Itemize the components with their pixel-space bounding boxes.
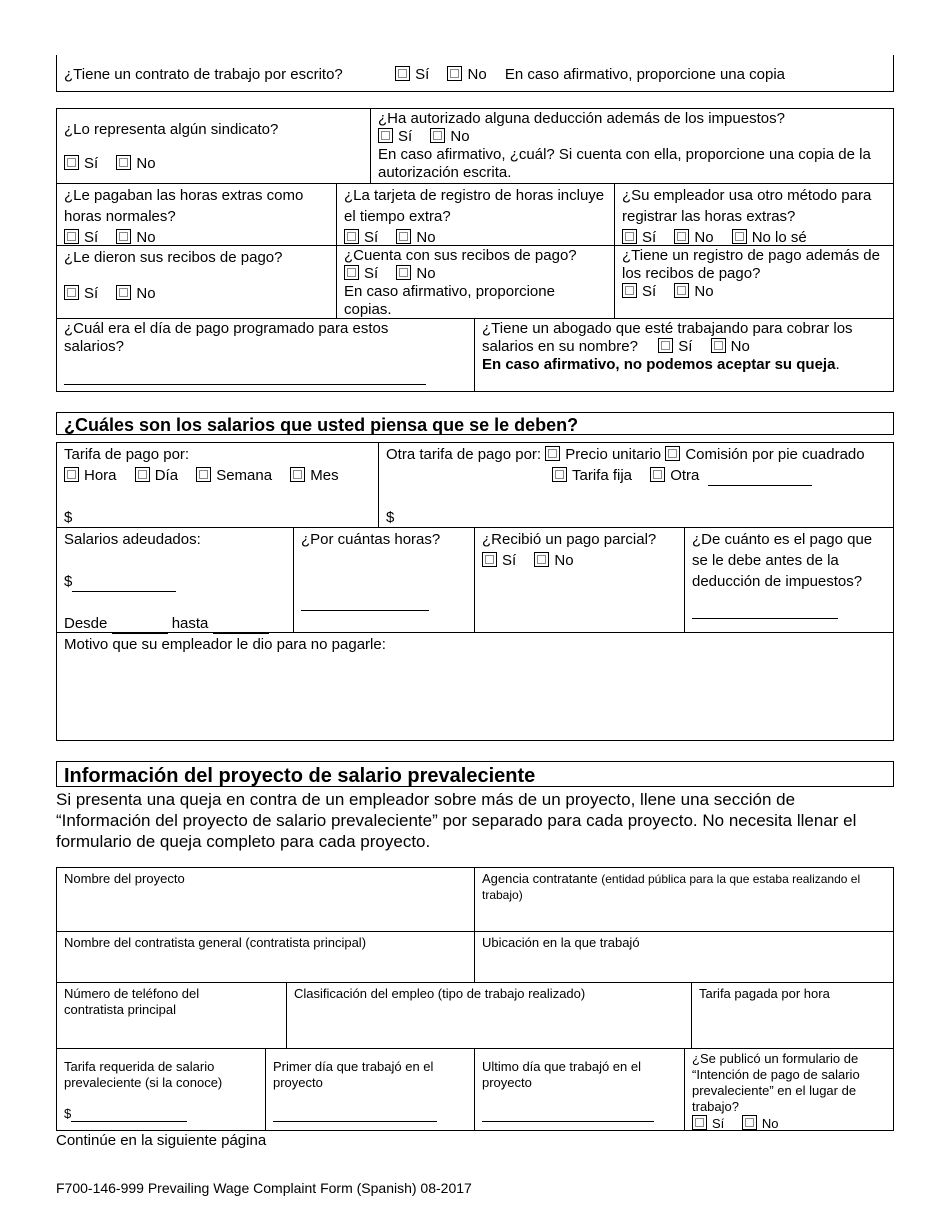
last-day-field[interactable]	[482, 1106, 654, 1122]
union-no-option[interactable]: No	[116, 155, 155, 172]
continue-note: Continúe en la siguiente página	[56, 1132, 267, 1149]
timecard-no-option[interactable]: No	[396, 229, 435, 246]
checkbox[interactable]	[116, 285, 131, 300]
owed-before-tax-field[interactable]	[692, 600, 838, 619]
project-section-title: Información del proyecto de salario prevaleciente	[64, 765, 536, 787]
reason-label: Motivo que su empleador le dio para no pagarle:	[64, 636, 386, 653]
other-method-no-option[interactable]: No	[674, 229, 713, 246]
to-label: hasta	[171, 615, 209, 632]
checkbox[interactable]	[396, 265, 411, 280]
checkbox[interactable]	[692, 1115, 707, 1130]
union-yes-option[interactable]: Sí	[64, 155, 98, 172]
lawyer-note: En caso afirmativo, no podemos aceptar su queja	[482, 356, 836, 373]
intent-form-no-option[interactable]: No	[742, 1116, 779, 1131]
divider	[56, 982, 894, 983]
paystubs-have-no-option[interactable]: No	[396, 265, 435, 282]
lawyer-yes-option[interactable]: Sí	[658, 338, 692, 355]
owed-before-tax-cell	[684, 527, 894, 621]
union-question: ¿Lo representa algún sindicato?	[64, 121, 279, 138]
paystubs-given-cell	[56, 245, 336, 306]
dollar-sign: $	[386, 509, 395, 526]
checkbox[interactable]	[482, 552, 497, 567]
overtime-normal-cell	[56, 183, 336, 250]
hourly-rate-cell[interactable]	[691, 984, 894, 1004]
intent-form-yes-option[interactable]: Sí	[692, 1116, 724, 1131]
checkbox[interactable]	[378, 128, 393, 143]
last-day-cell	[474, 1057, 684, 1124]
checkbox[interactable]	[344, 229, 359, 244]
required-rate-field[interactable]	[71, 1106, 187, 1122]
agency-note: (entidad pública para la que estaba realizando el trabajo)	[482, 872, 861, 902]
other-rate-label: Otra tarifa de pago por:	[386, 446, 542, 463]
checkbox[interactable]	[534, 552, 549, 567]
payday-field[interactable]	[64, 366, 426, 385]
wages-owed-label: Salarios adeudados:	[64, 531, 201, 548]
pay-rate-week-option[interactable]: Semana	[196, 467, 272, 484]
hours-field[interactable]	[301, 592, 429, 611]
other-rate-other-option[interactable]: Otra	[650, 467, 699, 484]
checkbox[interactable]	[64, 467, 79, 482]
agency-cell[interactable]	[474, 869, 894, 905]
project-name-cell[interactable]	[56, 869, 474, 889]
timecard-question: ¿La tarjeta de registro de horas incluye el tiempo extra?	[344, 187, 605, 225]
paystubs-have-note: En caso afirmativo, proporcione copias.	[344, 283, 555, 318]
contract-bottom-border	[56, 91, 894, 92]
other-method-cell	[614, 183, 894, 250]
checkbox[interactable]	[732, 229, 747, 244]
checkbox[interactable]	[430, 128, 445, 143]
other-method-yes-option[interactable]: Sí	[622, 229, 656, 246]
checkbox[interactable]	[711, 338, 726, 353]
project-intro: Si presenta una queja en contra de un empleador sobre más de un proyecto, llene una sección de “Información del proyecto de salario prevaleciente” por separado para cada proyecto. No necesita llenar el formulario de queja completo para cada proyecto.	[56, 790, 857, 851]
classification-cell[interactable]	[286, 984, 691, 1004]
other-rate-unit-option[interactable]: Precio unitario	[545, 446, 661, 463]
hourly-rate-label: Tarifa pagada por hora	[699, 986, 830, 1001]
dollar-sign: $	[64, 573, 73, 590]
union-cell	[56, 117, 370, 176]
deductions-note: En caso afirmativo, ¿cuál? Si cuenta con ella, proporcione una copia de la autorización escrita.	[378, 146, 871, 181]
hours-cell	[293, 527, 474, 613]
reason-cell[interactable]	[56, 632, 894, 657]
other-rate-flat-option[interactable]: Tarifa fija	[552, 467, 632, 484]
other-rate-other-field[interactable]	[708, 469, 812, 486]
payday-cell	[56, 318, 474, 358]
last-day-label: Ultimo día que trabajó en el proyecto	[482, 1059, 641, 1090]
lawyer-question: ¿Tiene un abogado que esté trabajando para cobrar los salarios en su nombre?	[482, 320, 853, 355]
pay-rate-label: Tarifa de pago por:	[64, 446, 190, 463]
checkbox[interactable]	[64, 155, 79, 170]
paystubs-given-question: ¿Le dieron sus recibos de pago?	[64, 249, 283, 266]
required-rate-cell	[56, 1057, 265, 1124]
lawyer-cell	[474, 318, 894, 376]
contract-no-option[interactable]: No	[447, 66, 486, 83]
paystubs-given-yes-option[interactable]: Sí	[64, 285, 98, 302]
pay-record-yes-option[interactable]: Sí	[622, 283, 656, 300]
paystubs-have-question: ¿Cuenta con sus recibos de pago?	[344, 247, 577, 264]
checkbox[interactable]	[196, 467, 211, 482]
project-name-label: Nombre del proyecto	[64, 871, 185, 886]
contract-row	[56, 62, 894, 87]
overtime-normal-no-option[interactable]: No	[116, 229, 155, 246]
first-day-cell	[265, 1057, 474, 1124]
checkbox[interactable]	[622, 283, 637, 298]
pay-record-cell	[614, 245, 894, 303]
general-contractor-label: Nombre del contratista general (contratista principal)	[64, 935, 367, 950]
checkbox[interactable]	[64, 285, 79, 300]
checkbox[interactable]	[344, 265, 359, 280]
timecard-cell	[336, 183, 614, 250]
checkbox[interactable]	[545, 446, 560, 461]
checkbox[interactable]	[116, 155, 131, 170]
pay-rate-month-option[interactable]: Mes	[290, 467, 338, 484]
checkbox[interactable]	[665, 446, 680, 461]
checkbox[interactable]	[552, 467, 567, 482]
checkbox[interactable]	[622, 229, 637, 244]
wages-owed-cell	[56, 527, 293, 636]
classification-label: Clasificación del empleo (tipo de trabajo realizado)	[294, 986, 586, 1001]
general-contractor-cell[interactable]	[56, 933, 474, 953]
contract-yes-option[interactable]: Sí	[395, 66, 429, 83]
first-day-field[interactable]	[273, 1106, 437, 1122]
pay-rate-cell	[56, 442, 378, 530]
pay-rate-amount-field[interactable]	[72, 509, 200, 528]
overtime-normal-question: ¿Le pagaban las horas extras como horas normales?	[64, 187, 304, 225]
paystubs-given-no-option[interactable]: No	[116, 285, 155, 302]
paystubs-have-cell	[336, 245, 614, 321]
contractor-phone-cell[interactable]	[56, 984, 236, 1020]
payday-question: ¿Cuál era el día de pago programado para estos salarios?	[64, 320, 389, 355]
deductions-question: ¿Ha autorizado alguna deducción además de los impuestos?	[378, 110, 785, 127]
location-cell[interactable]	[474, 933, 894, 953]
owed-before-tax-label: ¿De cuánto es el pago que se le debe antes de la deducción de impuestos?	[692, 531, 873, 590]
agency-label: Agencia contratante	[482, 871, 598, 886]
paystubs-have-yes-option[interactable]: Sí	[344, 265, 378, 282]
hours-label: ¿Por cuántas horas?	[301, 531, 441, 548]
form-footer: F700-146-999 Prevailing Wage Complaint Form (Spanish) 08-2017	[56, 1180, 472, 1196]
checkbox[interactable]	[290, 467, 305, 482]
pay-rate-hour-option[interactable]: Hora	[64, 467, 117, 484]
checkbox[interactable]	[742, 1115, 757, 1130]
checkbox[interactable]	[396, 229, 411, 244]
partial-pay-no-option[interactable]: No	[534, 552, 573, 569]
checkbox[interactable]	[135, 467, 150, 482]
intent-form-cell	[684, 1049, 894, 1134]
checkbox[interactable]	[116, 229, 131, 244]
lawyer-no-option[interactable]: No	[711, 338, 750, 355]
wages-owed-amount-field[interactable]	[72, 573, 176, 592]
pay-rate-day-option[interactable]: Día	[135, 467, 178, 484]
deductions-cell	[370, 108, 894, 184]
pay-record-question: ¿Tiene un registro de pago además de los recibos de pago?	[622, 247, 880, 282]
from-label: Desde	[64, 615, 108, 632]
other-rate-amount-field[interactable]	[394, 509, 518, 528]
first-day-label: Primer día que trabajó en el proyecto	[273, 1059, 434, 1090]
wages-section-title: ¿Cuáles son los salarios que usted piensa que se le deben?	[64, 415, 579, 435]
lawyer-note-period: .	[835, 356, 840, 373]
divider	[56, 931, 894, 932]
dollar-sign: $	[64, 509, 73, 526]
checkbox[interactable]	[395, 66, 410, 81]
contractor-phone-label: Número de teléfono del contratista principal	[64, 986, 200, 1017]
overtime-normal-yes-option[interactable]: Sí	[64, 229, 98, 246]
required-rate-label: Tarifa requerida de salario prevaleciente (si la conoce)	[64, 1059, 223, 1090]
contract-question: ¿Tiene un contrato de trabajo por escrito?	[64, 66, 343, 83]
partial-pay-yes-option[interactable]: Sí	[482, 552, 516, 569]
dollar-sign: $	[64, 1106, 72, 1121]
checkbox[interactable]	[674, 283, 689, 298]
checkbox[interactable]	[658, 338, 673, 353]
deductions-yes-option[interactable]: Sí	[378, 128, 412, 145]
timecard-yes-option[interactable]: Sí	[344, 229, 378, 246]
checkbox[interactable]	[674, 229, 689, 244]
checkbox[interactable]	[447, 66, 462, 81]
other-rate-cell	[378, 442, 894, 530]
other-method-question: ¿Su empleador usa otro método para registrar las horas extras?	[622, 187, 872, 225]
partial-pay-cell	[474, 527, 684, 573]
checkbox[interactable]	[64, 229, 79, 244]
other-rate-commission-option[interactable]: Comisión por pie cuadrado	[665, 446, 864, 463]
location-label: Ubicación en la que trabajó	[482, 935, 640, 950]
partial-pay-label: ¿Recibió un pago parcial?	[482, 531, 657, 548]
pay-record-no-option[interactable]: No	[674, 283, 713, 300]
other-method-dont-know-option[interactable]: No lo sé	[732, 229, 807, 246]
checkbox[interactable]	[650, 467, 665, 482]
contract-note: En caso afirmativo, proporcione una copia	[504, 66, 786, 83]
intent-form-label: ¿Se publicó un formulario de “Intención de pago de salario prevaleciente” en el lugar de trabajo?	[692, 1051, 860, 1114]
deductions-no-option[interactable]: No	[430, 128, 469, 145]
